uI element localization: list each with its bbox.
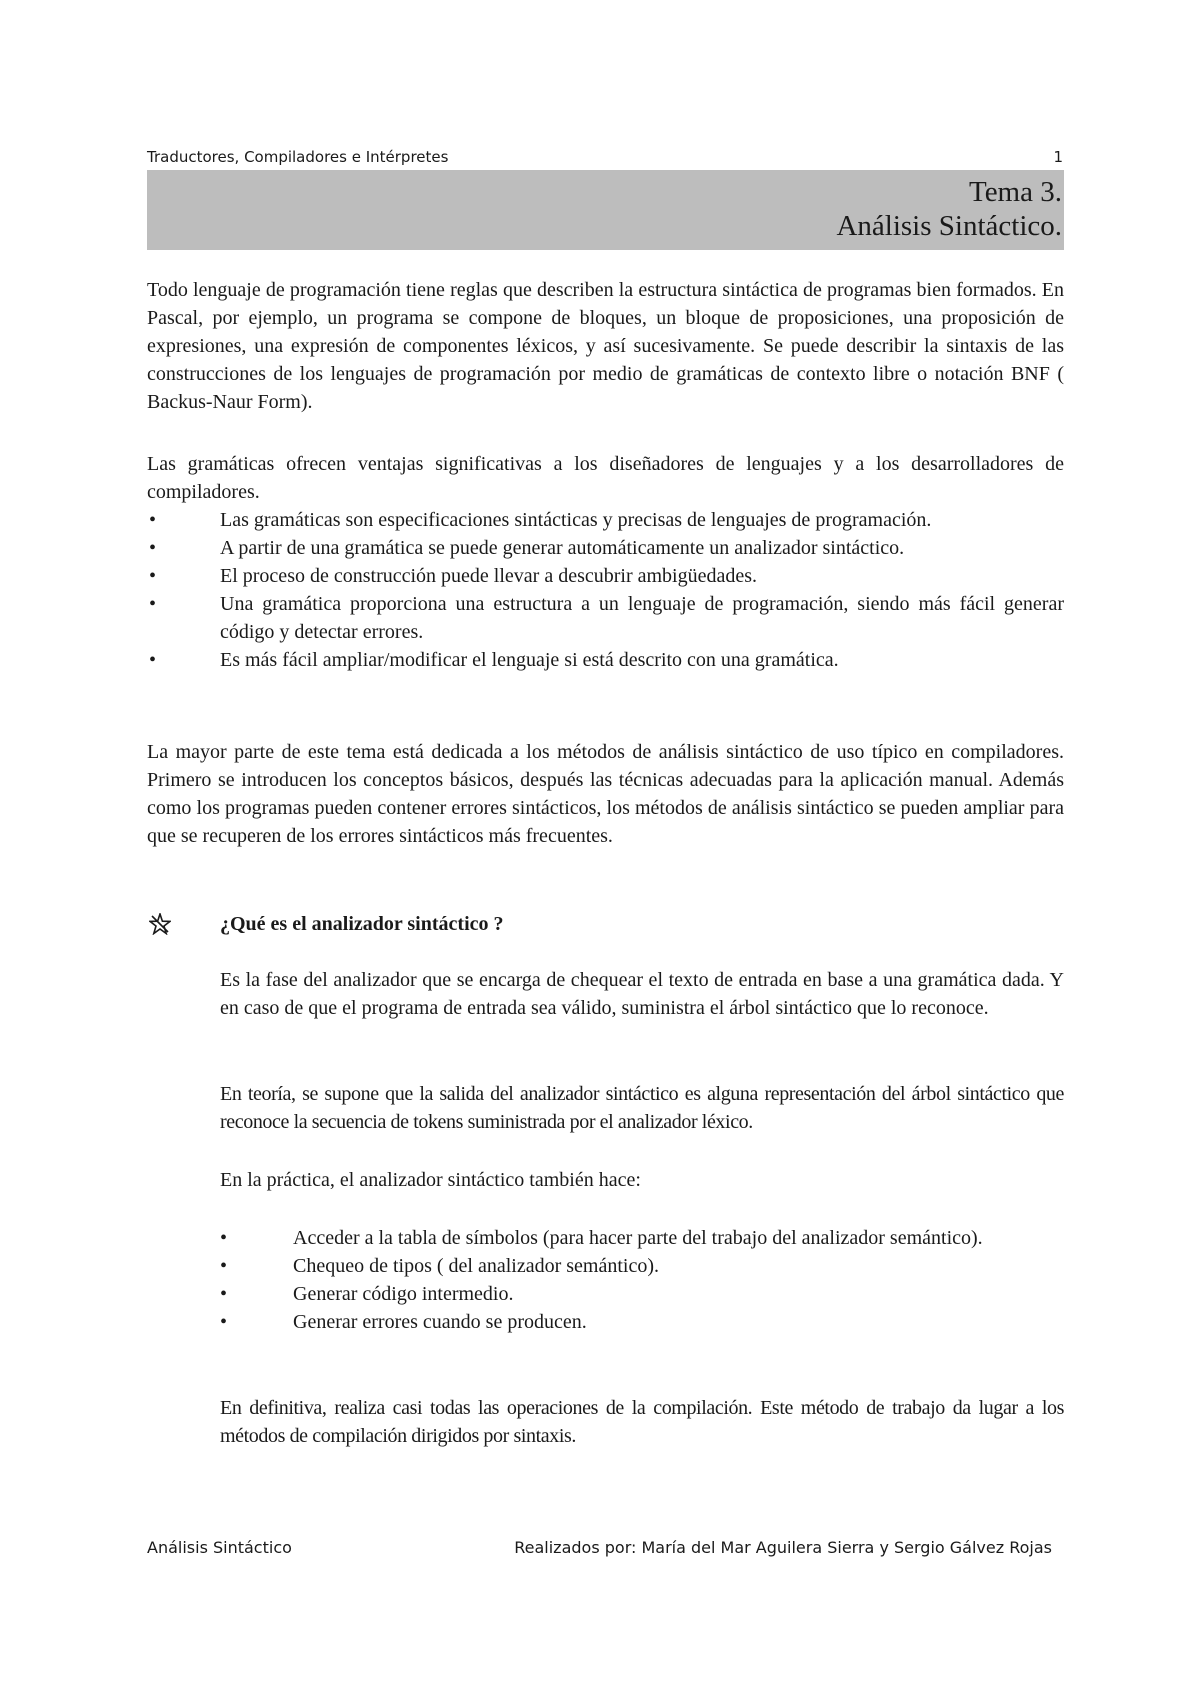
list-item: • Es más fácil ampliar/modificar el lenguaje si está descrito con una gramática. <box>147 646 1064 674</box>
bullet-icon: • <box>149 537 157 559</box>
footer-right: Realizados por: María del Mar Aguilera Sierra y Sergio Gálvez Rojas <box>514 1538 1052 1557</box>
bullet-icon: • <box>149 509 157 531</box>
bullet-icon: • <box>220 1283 228 1305</box>
section-heading: ¿Qué es el analizador sintáctico ? <box>220 913 504 935</box>
intro-paragraph-2: Las gramáticas ofrecen ventajas significativas a los diseñadores de lenguajes y a los desarrolladores de compiladores. <box>147 453 1064 503</box>
topic-number: Tema 3. <box>969 176 1062 208</box>
topic-title: Análisis Sintáctico. <box>836 210 1062 242</box>
bullet-icon: • <box>220 1227 228 1249</box>
intro-paragraph-1: Todo lenguaje de programación tiene reglas que describen la estructura sintáctica de programas bien formados. En Pascal, por ejemplo, un programa se compone de bloques, un bloque de proposiciones, una proposición de expresiones, una expresión de componentes léxicos, y así sucesivamente. Se puede describir la sintaxis de las construcciones de los lenguajes de programación por medio de gramáticas de contexto libre o notación BNF ( Backus-Naur Form). <box>147 279 1064 413</box>
tasks-list <box>220 1224 1064 1336</box>
section-paragraph-3: En la práctica, el analizador sintáctico también hace: <box>220 1169 641 1191</box>
list-item: • El proceso de construcción puede llevar a descubrir ambigüedades. <box>147 562 1064 590</box>
page-number: 1 <box>1053 148 1063 166</box>
bullet-icon: • <box>149 565 157 587</box>
list-item: • Una gramática proporciona una estructura a un lenguaje de programación, siendo más fácil generar código y detectar errores. <box>147 590 1064 646</box>
topic-title-band <box>147 170 1064 250</box>
bullet-icon: • <box>149 593 157 615</box>
footer-left: Análisis Sintáctico <box>147 1538 292 1557</box>
bullet-icon: • <box>149 649 157 671</box>
list-item: • Chequeo de tipos ( del analizador semántico). <box>220 1252 1064 1280</box>
page-footer <box>147 1538 1052 1557</box>
running-title: Traductores, Compiladores e Intérpretes <box>147 148 449 166</box>
list-item: • Generar errores cuando se producen. <box>220 1308 1064 1336</box>
intro-paragraph-3: La mayor parte de este tema está dedicada a los métodos de análisis sintáctico de uso típico en compiladores. Primero se introducen los conceptos básicos, después las técnicas adecuadas para la aplicación manual. Además como los programas pueden contener errores sintácticos, los métodos de análisis sintáctico se pueden ampliar para que se recuperen de los errores sintácticos más frecuentes. <box>147 741 1064 847</box>
list-item: • Las gramáticas son especificaciones sintácticas y precisas de lenguajes de programación. <box>147 506 1064 534</box>
section-paragraph-1: Es la fase del analizador que se encarga de chequear el texto de entrada en base a una gramática dada. Y en caso de que el programa de entrada sea válido, suministra el árbol sintáctico que lo reconoce. <box>220 969 1064 1019</box>
advantages-list <box>147 506 1064 674</box>
bullet-icon: • <box>220 1311 228 1333</box>
list-item: • A partir de una gramática se puede generar automáticamente un analizador sintáctico. <box>147 534 1064 562</box>
star-icon <box>149 913 171 935</box>
section-paragraph-4: En definitiva, realiza casi todas las operaciones de la compilación. Este método de trabajo da lugar a los métodos de compilación dirigidos por sintaxis. <box>220 1397 1064 1447</box>
list-item: • Generar código intermedio. <box>220 1280 1064 1308</box>
section-paragraph-2: En teoría, se supone que la salida del analizador sintáctico es alguna representación del árbol sintáctico que reconoce la secuencia de tokens suministrada por el analizador léxico. <box>220 1083 1064 1133</box>
running-header <box>147 148 1063 166</box>
bullet-icon: • <box>220 1255 228 1277</box>
list-item: • Acceder a la tabla de símbolos (para hacer parte del trabajo del analizador semántico). <box>220 1224 1064 1252</box>
